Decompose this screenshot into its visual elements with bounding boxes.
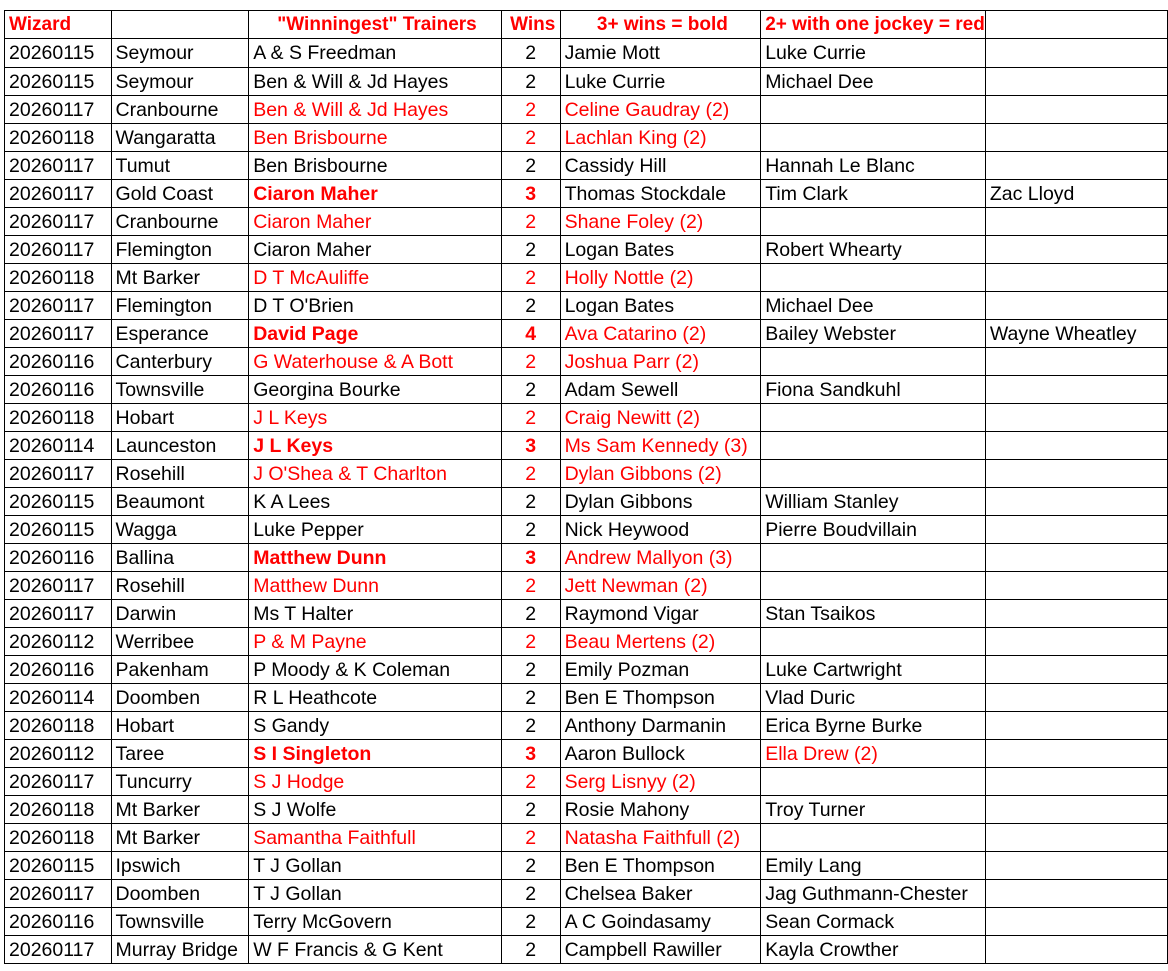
cell-jockey-3 <box>985 488 1167 516</box>
cell-wins: 2 <box>501 96 560 124</box>
cell-jockey-1: Beau Mertens (2) <box>560 628 761 656</box>
cell-venue: Canterbury <box>111 348 249 376</box>
table-row <box>5 124 1168 152</box>
cell-wins: 2 <box>501 236 560 264</box>
cell-trainer: Georgina Bourke <box>249 376 502 404</box>
cell-date: 20260114 <box>5 684 112 712</box>
cell-date: 20260118 <box>5 712 112 740</box>
table-row <box>5 684 1168 712</box>
cell-date: 20260112 <box>5 740 112 768</box>
cell-trainer: Ciaron Maher <box>249 180 502 208</box>
cell-venue: Ipswich <box>111 852 249 880</box>
cell-jockey-3 <box>985 348 1167 376</box>
cell-wins: 2 <box>501 460 560 488</box>
cell-date: 20260117 <box>5 208 112 236</box>
cell-jockey-1: Logan Bates <box>560 292 761 320</box>
cell-date: 20260116 <box>5 908 112 936</box>
cell-wins: 2 <box>501 628 560 656</box>
cell-wins: 3 <box>501 740 560 768</box>
cell-jockey-2: Michael Dee <box>761 68 986 96</box>
table-row <box>5 432 1168 460</box>
cell-wins: 2 <box>501 152 560 180</box>
table-row <box>5 152 1168 180</box>
cell-trainer: J O'Shea & T Charlton <box>249 460 502 488</box>
cell-trainer: A & S Freedman <box>249 39 502 68</box>
cell-jockey-1: Jamie Mott <box>560 39 761 68</box>
cell-venue: Murray Bridge <box>111 936 249 964</box>
cell-wins: 3 <box>501 544 560 572</box>
cell-jockey-3 <box>985 656 1167 684</box>
cell-trainer: T J Gollan <box>249 880 502 908</box>
header-extra <box>985 11 1167 39</box>
cell-wins: 2 <box>501 936 560 964</box>
cell-venue: Seymour <box>111 39 249 68</box>
cell-venue: Beaumont <box>111 488 249 516</box>
cell-date: 20260118 <box>5 264 112 292</box>
table-row <box>5 936 1168 964</box>
cell-trainer: S J Hodge <box>249 768 502 796</box>
cell-jockey-3 <box>985 264 1167 292</box>
cell-date: 20260118 <box>5 404 112 432</box>
cell-wins: 2 <box>501 208 560 236</box>
cell-jockey-2 <box>761 348 986 376</box>
cell-date: 20260118 <box>5 824 112 852</box>
table-row <box>5 656 1168 684</box>
cell-date: 20260116 <box>5 544 112 572</box>
cell-wins: 2 <box>501 488 560 516</box>
cell-jockey-2: Emily Lang <box>761 852 986 880</box>
cell-trainer: Matthew Dunn <box>249 572 502 600</box>
cell-venue: Cranbourne <box>111 208 249 236</box>
table-row <box>5 488 1168 516</box>
cell-jockey-2 <box>761 460 986 488</box>
cell-jockey-1: Nick Heywood <box>560 516 761 544</box>
cell-trainer: P & M Payne <box>249 628 502 656</box>
cell-jockey-2 <box>761 572 986 600</box>
cell-jockey-1: Adam Sewell <box>560 376 761 404</box>
cell-jockey-3 <box>985 460 1167 488</box>
cell-wins: 2 <box>501 768 560 796</box>
cell-trainer: S J Wolfe <box>249 796 502 824</box>
cell-jockey-2 <box>761 264 986 292</box>
header-red-rule: 2+ with one jockey = red <box>761 11 986 39</box>
cell-jockey-2: Erica Byrne Burke <box>761 712 986 740</box>
cell-jockey-1: A C Goindasamy <box>560 908 761 936</box>
cell-venue: Werribee <box>111 628 249 656</box>
cell-venue: Gold Coast <box>111 180 249 208</box>
cell-wins: 2 <box>501 376 560 404</box>
cell-venue: Mt Barker <box>111 264 249 292</box>
cell-date: 20260115 <box>5 39 112 68</box>
cell-jockey-3 <box>985 292 1167 320</box>
cell-venue: Hobart <box>111 404 249 432</box>
cell-wins: 3 <box>501 432 560 460</box>
cell-wins: 2 <box>501 796 560 824</box>
cell-jockey-1: Dylan Gibbons <box>560 488 761 516</box>
cell-jockey-1: Jett Newman (2) <box>560 572 761 600</box>
table-row <box>5 96 1168 124</box>
cell-jockey-2 <box>761 768 986 796</box>
cell-trainer: Ben & Will & Jd Hayes <box>249 96 502 124</box>
cell-trainer: Ciaron Maher <box>249 208 502 236</box>
cell-jockey-3 <box>985 516 1167 544</box>
cell-jockey-3 <box>985 68 1167 96</box>
cell-trainer: P Moody & K Coleman <box>249 656 502 684</box>
cell-jockey-3: Zac Lloyd <box>985 180 1167 208</box>
table-row <box>5 544 1168 572</box>
cell-jockey-3 <box>985 796 1167 824</box>
cell-trainer: D T McAuliffe <box>249 264 502 292</box>
cell-jockey-3 <box>985 880 1167 908</box>
cell-jockey-2: Luke Cartwright <box>761 656 986 684</box>
cell-date: 20260117 <box>5 180 112 208</box>
cell-trainer: Samantha Faithfull <box>249 824 502 852</box>
header-venue <box>111 11 249 39</box>
trainers-table <box>4 10 1168 964</box>
cell-trainer: Ben Brisbourne <box>249 124 502 152</box>
cell-jockey-2 <box>761 96 986 124</box>
cell-jockey-1: Ben E Thompson <box>560 852 761 880</box>
cell-date: 20260114 <box>5 432 112 460</box>
cell-venue: Launceston <box>111 432 249 460</box>
cell-jockey-1: Celine Gaudray (2) <box>560 96 761 124</box>
table-row <box>5 712 1168 740</box>
cell-jockey-2: Luke Currie <box>761 39 986 68</box>
cell-jockey-3 <box>985 376 1167 404</box>
cell-venue: Cranbourne <box>111 96 249 124</box>
cell-date: 20260117 <box>5 768 112 796</box>
cell-venue: Rosehill <box>111 572 249 600</box>
cell-jockey-2 <box>761 124 986 152</box>
cell-jockey-2 <box>761 432 986 460</box>
cell-jockey-1: Chelsea Baker <box>560 880 761 908</box>
table-row <box>5 628 1168 656</box>
table-row <box>5 908 1168 936</box>
cell-trainer: Ciaron Maher <box>249 236 502 264</box>
cell-wins: 2 <box>501 656 560 684</box>
table-row <box>5 796 1168 824</box>
cell-date: 20260115 <box>5 852 112 880</box>
cell-date: 20260117 <box>5 320 112 348</box>
cell-trainer: S Gandy <box>249 712 502 740</box>
cell-jockey-3 <box>985 208 1167 236</box>
cell-date: 20260115 <box>5 488 112 516</box>
table-row <box>5 236 1168 264</box>
cell-jockey-2: Troy Turner <box>761 796 986 824</box>
cell-jockey-2: Bailey Webster <box>761 320 986 348</box>
table-row <box>5 880 1168 908</box>
cell-trainer: D T O'Brien <box>249 292 502 320</box>
cell-wins: 2 <box>501 824 560 852</box>
cell-date: 20260118 <box>5 796 112 824</box>
cell-trainer: Ben Brisbourne <box>249 152 502 180</box>
cell-wins: 2 <box>501 68 560 96</box>
header-row <box>5 11 1168 39</box>
table-row <box>5 404 1168 432</box>
cell-jockey-3 <box>985 936 1167 964</box>
table-row <box>5 376 1168 404</box>
cell-jockey-3 <box>985 628 1167 656</box>
cell-jockey-2: Jag Guthmann-Chester <box>761 880 986 908</box>
cell-jockey-2: Pierre Boudvillain <box>761 516 986 544</box>
cell-jockey-3 <box>985 432 1167 460</box>
header-trainers: "Winningest" Trainers <box>249 11 502 39</box>
table-row <box>5 600 1168 628</box>
cell-wins: 2 <box>501 852 560 880</box>
cell-jockey-1: Shane Foley (2) <box>560 208 761 236</box>
header-bold-rule: 3+ wins = bold <box>560 11 761 39</box>
cell-jockey-3 <box>985 544 1167 572</box>
cell-trainer: David Page <box>249 320 502 348</box>
cell-trainer: Ben & Will & Jd Hayes <box>249 68 502 96</box>
cell-jockey-2: Stan Tsaikos <box>761 600 986 628</box>
cell-venue: Seymour <box>111 68 249 96</box>
cell-date: 20260116 <box>5 656 112 684</box>
table-row <box>5 264 1168 292</box>
table-row <box>5 208 1168 236</box>
cell-venue: Townsville <box>111 376 249 404</box>
cell-jockey-2: Tim Clark <box>761 180 986 208</box>
table-row <box>5 39 1168 68</box>
cell-jockey-1: Aaron Bullock <box>560 740 761 768</box>
table-row <box>5 572 1168 600</box>
cell-venue: Flemington <box>111 292 249 320</box>
cell-wins: 2 <box>501 264 560 292</box>
cell-venue: Flemington <box>111 236 249 264</box>
cell-wins: 2 <box>501 712 560 740</box>
cell-wins: 2 <box>501 880 560 908</box>
cell-venue: Tumut <box>111 152 249 180</box>
table-row <box>5 516 1168 544</box>
cell-trainer: J L Keys <box>249 432 502 460</box>
cell-jockey-2: Fiona Sandkuhl <box>761 376 986 404</box>
cell-jockey-3 <box>985 852 1167 880</box>
cell-date: 20260117 <box>5 96 112 124</box>
header-wizard: Wizard <box>5 11 112 39</box>
table-row <box>5 292 1168 320</box>
cell-jockey-1: Anthony Darmanin <box>560 712 761 740</box>
cell-jockey-1: Ben E Thompson <box>560 684 761 712</box>
cell-venue: Mt Barker <box>111 796 249 824</box>
header-wins: Wins <box>501 11 560 39</box>
cell-date: 20260117 <box>5 152 112 180</box>
table-row <box>5 852 1168 880</box>
cell-jockey-2: Robert Whearty <box>761 236 986 264</box>
table-row <box>5 320 1168 348</box>
cell-jockey-1: Cassidy Hill <box>560 152 761 180</box>
cell-jockey-1: Dylan Gibbons (2) <box>560 460 761 488</box>
cell-venue: Hobart <box>111 712 249 740</box>
cell-trainer: Ms T Halter <box>249 600 502 628</box>
cell-wins: 2 <box>501 572 560 600</box>
cell-jockey-1: Joshua Parr (2) <box>560 348 761 376</box>
table-row <box>5 348 1168 376</box>
cell-date: 20260117 <box>5 880 112 908</box>
table-row <box>5 768 1168 796</box>
cell-jockey-1: Lachlan King (2) <box>560 124 761 152</box>
cell-jockey-2 <box>761 404 986 432</box>
cell-jockey-3 <box>985 124 1167 152</box>
cell-jockey-3 <box>985 152 1167 180</box>
cell-jockey-2: Vlad Duric <box>761 684 986 712</box>
cell-venue: Townsville <box>111 908 249 936</box>
cell-jockey-2: Ella Drew (2) <box>761 740 986 768</box>
cell-date: 20260117 <box>5 292 112 320</box>
cell-jockey-1: Luke Currie <box>560 68 761 96</box>
cell-wins: 2 <box>501 600 560 628</box>
cell-date: 20260116 <box>5 348 112 376</box>
cell-trainer: Terry McGovern <box>249 908 502 936</box>
cell-date: 20260115 <box>5 516 112 544</box>
cell-jockey-1: Ms Sam Kennedy (3) <box>560 432 761 460</box>
cell-jockey-3 <box>985 824 1167 852</box>
cell-date: 20260117 <box>5 236 112 264</box>
cell-jockey-3 <box>985 740 1167 768</box>
cell-jockey-3 <box>985 39 1167 68</box>
cell-trainer: Matthew Dunn <box>249 544 502 572</box>
cell-jockey-3 <box>985 684 1167 712</box>
cell-jockey-2: Hannah Le Blanc <box>761 152 986 180</box>
cell-jockey-3 <box>985 712 1167 740</box>
cell-venue: Mt Barker <box>111 824 249 852</box>
cell-jockey-3: Wayne Wheatley <box>985 320 1167 348</box>
cell-jockey-1: Ava Catarino (2) <box>560 320 761 348</box>
cell-venue: Pakenham <box>111 656 249 684</box>
cell-date: 20260117 <box>5 936 112 964</box>
cell-jockey-1: Natasha Faithfull (2) <box>560 824 761 852</box>
cell-jockey-1: Andrew Mallyon (3) <box>560 544 761 572</box>
cell-jockey-2 <box>761 208 986 236</box>
cell-trainer: T J Gollan <box>249 852 502 880</box>
cell-wins: 2 <box>501 348 560 376</box>
cell-wins: 2 <box>501 292 560 320</box>
cell-jockey-3 <box>985 572 1167 600</box>
cell-trainer: W F Francis & G Kent <box>249 936 502 964</box>
cell-venue: Rosehill <box>111 460 249 488</box>
cell-venue: Ballina <box>111 544 249 572</box>
cell-venue: Doomben <box>111 880 249 908</box>
cell-jockey-1: Holly Nottle (2) <box>560 264 761 292</box>
table-row <box>5 740 1168 768</box>
cell-jockey-1: Emily Pozman <box>560 656 761 684</box>
cell-venue: Esperance <box>111 320 249 348</box>
cell-wins: 2 <box>501 516 560 544</box>
table-row <box>5 68 1168 96</box>
cell-venue: Doomben <box>111 684 249 712</box>
cell-jockey-2 <box>761 628 986 656</box>
cell-jockey-1: Rosie Mahony <box>560 796 761 824</box>
table-row <box>5 180 1168 208</box>
cell-jockey-2: Michael Dee <box>761 292 986 320</box>
cell-jockey-1: Logan Bates <box>560 236 761 264</box>
cell-jockey-2: Sean Cormack <box>761 908 986 936</box>
cell-wins: 3 <box>501 180 560 208</box>
cell-date: 20260118 <box>5 124 112 152</box>
cell-jockey-3 <box>985 236 1167 264</box>
cell-wins: 2 <box>501 404 560 432</box>
cell-date: 20260115 <box>5 68 112 96</box>
cell-trainer: R L Heathcote <box>249 684 502 712</box>
cell-venue: Wangaratta <box>111 124 249 152</box>
cell-jockey-1: Thomas Stockdale <box>560 180 761 208</box>
cell-venue: Tuncurry <box>111 768 249 796</box>
cell-jockey-3 <box>985 404 1167 432</box>
cell-wins: 2 <box>501 684 560 712</box>
cell-jockey-2: Kayla Crowther <box>761 936 986 964</box>
cell-date: 20260117 <box>5 572 112 600</box>
cell-wins: 2 <box>501 124 560 152</box>
cell-venue: Wagga <box>111 516 249 544</box>
cell-jockey-3 <box>985 96 1167 124</box>
cell-jockey-3 <box>985 908 1167 936</box>
cell-wins: 4 <box>501 320 560 348</box>
cell-jockey-2 <box>761 824 986 852</box>
cell-trainer: K A Lees <box>249 488 502 516</box>
cell-trainer: Luke Pepper <box>249 516 502 544</box>
cell-jockey-3 <box>985 600 1167 628</box>
cell-venue: Taree <box>111 740 249 768</box>
cell-jockey-1: Campbell Rawiller <box>560 936 761 964</box>
cell-date: 20260116 <box>5 376 112 404</box>
cell-jockey-3 <box>985 768 1167 796</box>
cell-wins: 2 <box>501 908 560 936</box>
table-row <box>5 824 1168 852</box>
cell-date: 20260112 <box>5 628 112 656</box>
cell-trainer: J L Keys <box>249 404 502 432</box>
table-row <box>5 460 1168 488</box>
cell-jockey-1: Craig Newitt (2) <box>560 404 761 432</box>
cell-trainer: S I Singleton <box>249 740 502 768</box>
cell-venue: Darwin <box>111 600 249 628</box>
cell-jockey-1: Raymond Vigar <box>560 600 761 628</box>
cell-date: 20260117 <box>5 600 112 628</box>
cell-wins: 2 <box>501 39 560 68</box>
cell-jockey-2: William Stanley <box>761 488 986 516</box>
cell-jockey-2 <box>761 544 986 572</box>
cell-jockey-1: Serg Lisnyy (2) <box>560 768 761 796</box>
cell-date: 20260117 <box>5 460 112 488</box>
cell-trainer: G Waterhouse & A Bott <box>249 348 502 376</box>
